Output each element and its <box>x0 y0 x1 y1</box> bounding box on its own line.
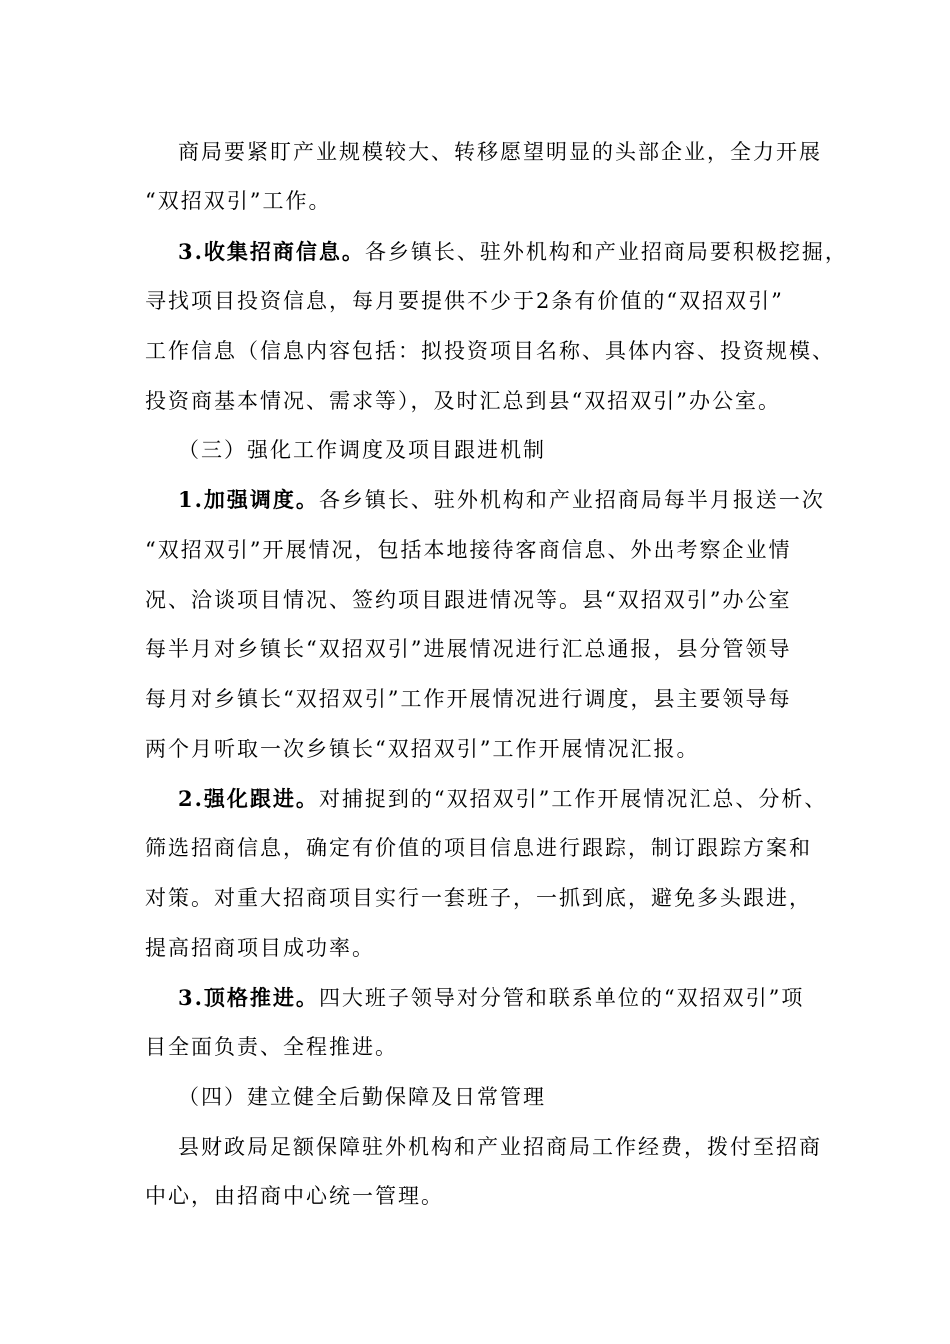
paragraph-line <box>178 983 804 1013</box>
line-text: 县财政局足额保障驻外机构和产业招商局工作经费，拨付至招商 <box>178 1135 822 1159</box>
line-text: （四）建立健全后勤保障及日常管理 <box>178 1085 546 1109</box>
line-text: 投资商基本情况、需求等），及时汇总到县“双招双引”办公室。 <box>145 389 781 413</box>
line-text: 每月对乡镇长“双招双引”工作开展情况进行调度，县主要领导每 <box>145 687 792 711</box>
paragraph-line <box>145 186 331 216</box>
paragraph-line <box>145 336 835 366</box>
line-lead: 1.加强调度。 <box>178 487 319 512</box>
paragraph-line <box>145 286 784 316</box>
paragraph-line <box>145 933 375 963</box>
paragraph-line <box>145 585 791 615</box>
line-text: 提高招商项目成功率。 <box>145 936 375 960</box>
line-lead: 3.收集招商信息。 <box>178 239 365 264</box>
line-text: 目全面负责、全程推进。 <box>145 1035 398 1059</box>
paragraph-line <box>145 535 791 565</box>
line-lead: 2.强化跟进。 <box>178 786 319 811</box>
line-text: （三）强化工作调度及项目跟进机制 <box>178 438 546 462</box>
line-text: 工作信息（信息内容包括：拟投资项目名称、具体内容、投资规模、 <box>145 339 835 363</box>
line-text: “双招双引”开展情况，包括本地接待客商信息、外出考察企业情 <box>145 538 792 562</box>
paragraph-line <box>178 137 822 167</box>
paragraph-line <box>145 833 812 863</box>
line-lead: 3.顶格推进。 <box>178 985 319 1010</box>
section-heading <box>178 1082 546 1112</box>
line-text: 对捕捉到的“双招双引”工作开展情况汇总、分析、 <box>318 787 828 811</box>
paragraph-line <box>178 485 825 515</box>
line-text: 中心，由招商中心统一管理。 <box>145 1184 444 1208</box>
paragraph-line <box>178 784 827 814</box>
line-text: 况、洽谈项目情况、签约项目跟进情况等。县“双招双引”办公室 <box>145 588 792 612</box>
paragraph-line <box>145 883 812 913</box>
line-text: 寻找项目投资信息，每月要提供不少于2条有价值的“双招双引” <box>145 289 784 313</box>
paragraph-line <box>178 1132 822 1162</box>
line-text: 四大班子领导对分管和联系单位的“双招双引”项 <box>318 986 805 1010</box>
section-heading <box>178 435 546 465</box>
paragraph-line <box>145 684 791 714</box>
line-text: 对策。对重大招商项目实行一套班子，一抓到底，避免多头跟进， <box>145 886 812 910</box>
line-text: “双招双引”工作。 <box>145 189 332 213</box>
line-text: 两个月听取一次乡镇长“双招双引”工作开展情况汇报。 <box>145 737 700 761</box>
paragraph-line <box>145 386 781 416</box>
paragraph-line <box>178 237 848 267</box>
line-text: 商局要紧盯产业规模较大、转移愿望明显的头部企业，全力开展 <box>178 140 822 164</box>
paragraph-line <box>145 1032 398 1062</box>
line-text: 筛选招商信息，确定有价值的项目信息进行跟踪，制订跟踪方案和 <box>145 836 812 860</box>
paragraph-line <box>145 634 791 664</box>
line-text: 每半月对乡镇长“双招双引”进展情况进行汇总通报，县分管领导 <box>145 637 792 661</box>
line-text: 各乡镇长、驻外机构和产业招商局要积极挖掘， <box>364 240 848 264</box>
paragraph-line <box>145 1181 444 1211</box>
line-text: 各乡镇长、驻外机构和产业招商局每半月报送一次 <box>318 488 825 512</box>
paragraph-line <box>145 734 699 764</box>
